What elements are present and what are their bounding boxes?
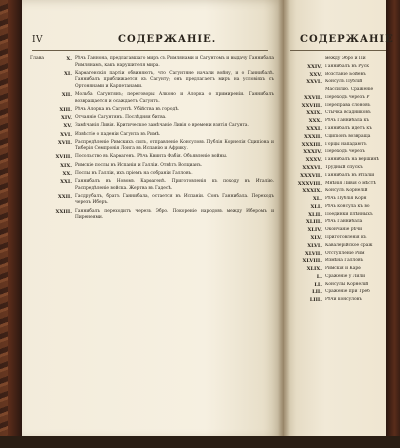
toc-entry <box>30 179 274 192</box>
toc-entry <box>290 266 390 273</box>
toc-entry <box>290 72 390 79</box>
toc-entry-number: L. <box>316 273 322 280</box>
toc-entry-number: XIX. <box>60 162 72 169</box>
toc-entry <box>290 118 390 125</box>
toc-entry <box>30 115 274 122</box>
toc-entry-number: XL. <box>312 196 322 203</box>
toc-entry-number: XLV. <box>310 234 322 241</box>
toc-entry-number: XXXIV. <box>303 149 322 156</box>
toc-entry-glava-label <box>30 154 44 161</box>
toc-entry-text: Мольба Сагунтянъ; переговоры Алконо и Алорка о примиреніи. Ганнибалъ возвращается и осаждаетъ Сагунтъ. <box>75 92 274 104</box>
toc-entry-text: Трудный спускъ <box>325 164 363 170</box>
toc-entry-text: Извѣстіе о паденіи Сагунта въ Римѣ. <box>75 131 161 137</box>
toc-entry-number <box>290 87 325 94</box>
toc-entry <box>290 289 390 296</box>
toc-entry-glava-label <box>30 132 44 139</box>
table-surface <box>0 436 400 448</box>
toc-entry <box>290 297 390 304</box>
toc-entry-text: Послы въ Галліи, ихъ пріемъ на собраніи Галловъ. <box>75 170 193 176</box>
book-gutter <box>278 0 290 440</box>
toc-entry-number: XXXI. <box>306 126 322 133</box>
toc-entry-text: Распредѣленіе Римскихъ силъ, отправленіе Консуловъ Публія Корнелія Сципіона и Тиберія Семпронія Лонга въ Испанію и Африку. <box>75 139 274 152</box>
toc-entry-text: Ганнибалъ на вершинѣ <box>325 157 379 163</box>
toc-entry-number: XXXIX. <box>302 188 322 195</box>
toc-entry-number <box>290 56 325 63</box>
header-rule <box>32 50 268 51</box>
toc-entry-text: Римскія и Карѳ <box>325 266 361 272</box>
toc-entry-glava-label <box>30 163 44 170</box>
toc-entry-number: XXVII. <box>303 94 322 101</box>
toc-entry-text: Переходъ черезъ <box>325 149 365 155</box>
toc-entry <box>30 132 274 139</box>
toc-entry-text: Приготовленія къ <box>325 234 367 240</box>
toc-entry-number: XII. <box>61 92 72 99</box>
toc-entry <box>290 87 390 94</box>
toc-entry-number: LIII. <box>309 297 322 304</box>
toc-entry-text: Рѣчь Алорка въ Сагунтѣ. Убійства въ городѣ. <box>75 106 180 112</box>
toc-entry-text: Горцы нападаютъ <box>325 141 367 147</box>
toc-entry-number: LII. <box>312 289 322 296</box>
toc-entry-number: XXXV. <box>305 157 322 164</box>
toc-entry <box>30 107 274 114</box>
toc-entry <box>290 181 390 188</box>
book-cover-left <box>0 0 22 448</box>
toc-entry <box>290 142 390 149</box>
toc-entry-text: Консулъ Корнелій <box>325 188 368 194</box>
toc-entry <box>290 95 390 102</box>
toc-entry-text: Мнѣнія Ливія о мѣстѣ <box>325 180 376 186</box>
toc-entry-glava-label <box>30 179 44 192</box>
toc-entry-number: XVIII. <box>55 154 72 161</box>
toc-entry-number: XX. <box>62 170 72 177</box>
toc-entry-text: Замѣчанія Ливія. Критическое замѣчаніе Ливія о времени взятія Сагунта. <box>75 123 249 129</box>
toc-entry-number: XLVII. <box>304 250 322 257</box>
toc-entry-text: Рѣчь Ганнона, предлагавшаго миръ съ Римлянами и Сагунтомъ и выдачу Ганнибала Римлянамъ, какъ нарушителя мира. <box>75 56 274 68</box>
toc-entry-glava-label <box>30 92 44 105</box>
toc-entry-text: Измѣна Галловъ <box>325 258 364 264</box>
toc-entry-text: Массилію. Сраженіе <box>325 87 374 93</box>
toc-entry-number: XLIII. <box>305 219 322 226</box>
toc-entry-number: XXXIII. <box>301 141 322 148</box>
marbled-edge <box>0 0 8 448</box>
toc-entry <box>30 163 274 170</box>
toc-entry-number: XXXVII. <box>300 172 322 179</box>
toc-entry <box>290 56 390 63</box>
toc-entry <box>290 110 390 117</box>
toc-entry <box>290 126 390 133</box>
toc-entry <box>290 79 390 86</box>
toc-entry <box>290 196 390 203</box>
toc-entry-number: XLIV. <box>307 227 322 234</box>
toc-entry-number: XXII. <box>57 193 72 200</box>
toc-entry-text: Ганнибалъ въ Руск <box>325 63 369 69</box>
toc-entry-text: Сраженіе при Треб <box>325 289 370 295</box>
toc-entry <box>290 227 390 234</box>
toc-list-right <box>290 56 390 305</box>
toc-entry <box>290 219 390 226</box>
toc-entry-text: Переправа слоновъ <box>325 102 371 108</box>
toc-entry-number: XXXVI. <box>302 164 322 171</box>
toc-entry <box>30 56 274 69</box>
toc-entry-number: LI. <box>314 281 322 288</box>
toc-entry <box>30 92 274 105</box>
toc-entry-number: XXVI. <box>306 79 322 86</box>
toc-entry <box>30 194 274 207</box>
toc-entry <box>30 140 274 153</box>
toc-entry-number: XI. <box>64 70 72 77</box>
toc-entry <box>290 188 390 195</box>
toc-entry-text: Возстаніе Бойевъ <box>325 71 366 77</box>
toc-entry-number: XXIV. <box>307 63 322 70</box>
toc-entry-text: Переходъ черезъ Р <box>325 94 370 100</box>
toc-entry-number: XLIX. <box>306 266 322 273</box>
toc-entry-number: XXXVIII. <box>297 180 322 187</box>
toc-entry <box>290 235 390 242</box>
toc-list-left <box>30 56 274 223</box>
toc-entry <box>30 154 274 161</box>
toc-entry-number: XV. <box>63 123 72 130</box>
toc-entry-text: Рѣчи консуловъ <box>325 297 362 303</box>
toc-entry-text: Рѣчь Ганнибала къ <box>325 118 370 124</box>
toc-entry-number: XXIII. <box>55 208 72 215</box>
toc-entry <box>290 204 390 211</box>
toc-entry-text: Рѣчь консула къ во <box>325 203 370 209</box>
toc-entry-number: XXX. <box>308 118 322 125</box>
toc-entry <box>30 71 274 91</box>
toc-entry-number: XXVIII. <box>301 102 322 109</box>
toc-entry-number: XIV. <box>61 115 72 122</box>
toc-entry-glava-label <box>30 171 44 178</box>
toc-entry-text: Ганнибалъ идетъ къ <box>325 126 372 132</box>
toc-entry-number: XXXII. <box>303 133 322 140</box>
toc-entry <box>290 157 390 164</box>
toc-entry <box>290 251 390 258</box>
toc-entry <box>290 282 390 289</box>
toc-entry <box>30 209 274 222</box>
toc-entry <box>290 274 390 281</box>
toc-entry-number: XLII. <box>308 211 322 218</box>
toc-entry-glava-label <box>30 123 44 130</box>
toc-entry <box>290 64 390 71</box>
page-title: СОДЕРЖАНІЕ. <box>118 34 217 45</box>
toc-entry-glava-label <box>30 115 44 122</box>
toc-entry-text: Посольство въ Карѳагенъ. Рѣчь Квинта Фабія. Объявленіе войны. <box>75 154 228 160</box>
toc-entry-number: XVII. <box>57 139 72 146</box>
toc-entry-text: Отступленіе Рим <box>325 250 365 256</box>
toc-entry-text: между Эбро и Пи <box>325 56 366 61</box>
right-page-title: СОДЕРЖАНІЕ <box>300 34 394 45</box>
toc-entry-text: Отчаяніе Сагунтянъ. Послѣдняя битва. <box>75 115 167 121</box>
toc-entry <box>290 149 390 156</box>
toc-entry-number: XLVIII. <box>302 258 322 265</box>
toc-entry-number: XLVI. <box>307 242 322 249</box>
toc-entry-glava-label <box>30 209 44 222</box>
toc-entry-text: Стычка всадниковъ <box>325 110 371 116</box>
toc-entry-text: Сципіонъ возвраща <box>325 133 371 139</box>
toc-entry-glava-label <box>30 194 44 207</box>
toc-entry-text: Ганнибалъ въ Италіи <box>325 172 375 178</box>
toc-entry-number: XLI. <box>310 203 322 210</box>
toc-entry-number: XXI. <box>60 179 72 186</box>
toc-entry-glava-label <box>30 71 44 91</box>
toc-entry <box>290 212 390 219</box>
toc-entry-text: Поединки плѣнныхъ <box>325 211 373 217</box>
toc-entry-glava-label: Глава <box>30 56 45 61</box>
toc-entry-text: Римскіе послы въ Испаніи и Галліи. Отвѣтъ Волцианъ. <box>75 162 203 168</box>
toc-entry <box>290 103 390 110</box>
toc-entry-number: XXV. <box>309 71 322 78</box>
toc-entry <box>30 171 274 178</box>
toc-entry-glava-label <box>30 107 44 114</box>
toc-entry-text: Ганнибалъ въ Новомъ Карѳагенѣ. Приготовленія къ походу въ Италію. Распредѣленіе войска. Жертва въ Гадесѣ. <box>75 179 274 191</box>
toc-entry <box>30 123 274 130</box>
toc-entry-number: X. <box>66 56 72 62</box>
toc-entry-glava-label <box>30 140 44 153</box>
toc-entry-text: Рѣчь Публія Корн <box>325 196 367 202</box>
toc-entry-text: Кавалерійское сраж <box>325 242 373 248</box>
toc-entry <box>290 173 390 180</box>
toc-entry <box>290 243 390 250</box>
toc-entry <box>290 134 390 141</box>
toc-entry-number: XVI. <box>60 131 72 138</box>
toc-entry-text: Рѣчь Ганнибала <box>325 219 363 225</box>
toc-entry-text: Карѳагенскія партіи обвиняютъ, что Сагунтяне начали войну, и о Ганнибалѣ. Ганнибалъ приближается къ Сагунту; онъ предлагаетъ миръ на условіяхъ съ Ортонянами и Карпетанами. <box>75 70 274 89</box>
toc-entry-number: XXIX. <box>306 110 322 117</box>
toc-entry-text: Сраженіе у Лили <box>325 273 366 279</box>
toc-entry-number: XIII. <box>59 106 72 113</box>
toc-entry-text: Окончаніе рѣчи <box>325 227 363 233</box>
page-number: IV <box>32 35 44 45</box>
right-header-rule <box>290 50 386 51</box>
toc-entry-text: Консулы Корнелій <box>325 281 369 287</box>
toc-entry-text: Консулъ Публій <box>325 79 363 85</box>
toc-entry-text: Гасдрубалъ, братъ Ганнибала, остается въ Испаніи. Сонъ Ганнибала. Переходъ черезъ Иберъ. <box>75 193 274 206</box>
toc-entry-text: Ганнибалъ переходитъ черезъ Эбро. Покореніе народовъ между Иберомъ и Пиренеями. <box>75 208 274 221</box>
toc-entry <box>290 258 390 265</box>
toc-entry <box>290 165 390 172</box>
